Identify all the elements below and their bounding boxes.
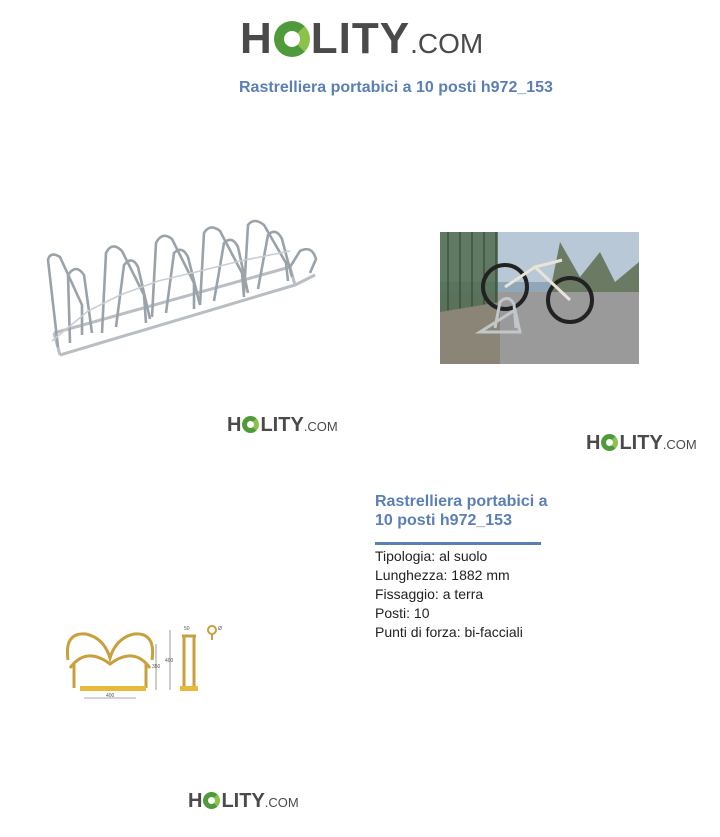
- logo-domain: .COM: [662, 437, 697, 452]
- logo-letters: LITY: [221, 790, 265, 812]
- logo-letter-h: H: [227, 414, 242, 436]
- product-title: [375, 492, 575, 530]
- technical-drawing: [60, 620, 235, 705]
- logo-ring-icon: [242, 416, 259, 433]
- spec-item: Tipologia: al suolo: [375, 548, 488, 564]
- product-title-line1: Rastrelliera portabici a: [375, 493, 548, 510]
- spec-item: Lunghezza: 1882 mm: [375, 567, 510, 583]
- dim-ring: Ø: [218, 626, 222, 632]
- logo-letters: LITY: [310, 14, 411, 63]
- logo-domain: .COM: [410, 28, 484, 59]
- dim-width: 400: [106, 693, 115, 699]
- spec-list: [375, 547, 523, 642]
- product-photo: [440, 232, 639, 364]
- title-divider: [375, 542, 541, 545]
- brand-logo-drawing: [188, 790, 299, 813]
- logo-letter-h: H: [586, 432, 601, 454]
- logo-ring-icon: [274, 21, 310, 57]
- logo-letters: LITY: [619, 432, 663, 454]
- logo-domain: .COM: [303, 419, 338, 434]
- spec-item: Posti: 10: [375, 605, 430, 621]
- logo-letters: LITY: [260, 414, 304, 436]
- brand-logo-image1: [227, 414, 338, 437]
- dim-height-1: 350: [152, 664, 161, 670]
- brand-logo[interactable]: [240, 14, 483, 64]
- logo-letter-h: H: [188, 790, 203, 812]
- product-title-line2: 10 posti h972_153: [375, 512, 512, 529]
- dim-top: 50: [184, 626, 190, 632]
- logo-ring-icon: [601, 434, 618, 451]
- spec-item: Punti di forza: bi-facciali: [375, 624, 523, 640]
- logo-domain: .COM: [264, 795, 299, 810]
- logo-ring-icon: [203, 792, 220, 809]
- brand-logo-image2: [586, 432, 697, 455]
- product-image-rack: [40, 215, 325, 365]
- logo-letter-h: H: [240, 14, 273, 63]
- dim-height-2: 400: [165, 658, 174, 664]
- page-title: Rastrelliera portabici a 10 posti h972_153: [239, 79, 553, 96]
- spec-item: Fissaggio: a terra: [375, 586, 484, 602]
